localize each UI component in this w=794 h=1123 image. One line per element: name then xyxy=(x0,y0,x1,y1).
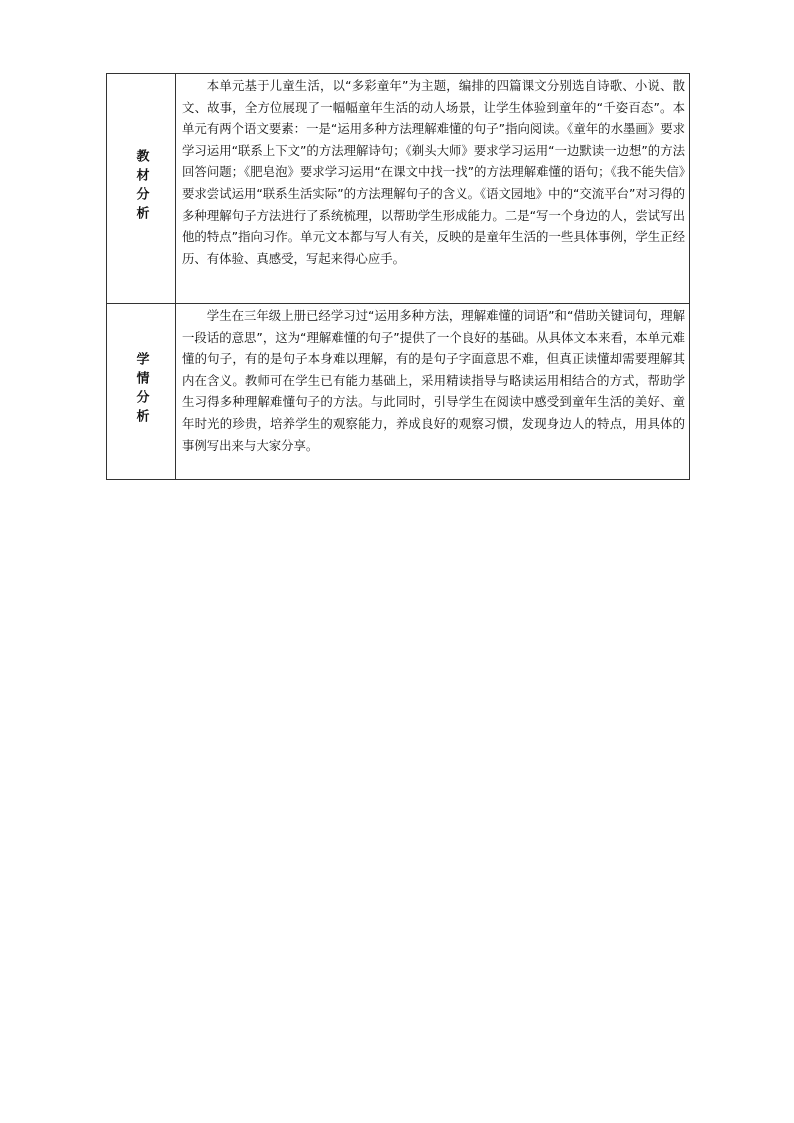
row-content-cell xyxy=(176,304,690,480)
row-label-cell xyxy=(107,74,176,304)
row-label-textbook-analysis: 教材分析 xyxy=(133,148,149,225)
row-label-cell xyxy=(107,304,176,480)
row-content-cell xyxy=(176,74,690,304)
textbook-analysis-text: 本单元基于儿童生活，以“多彩童年”为主题，编排的四篇课文分别选自诗歌、小说、散文、故事，全方位展现了一幅幅童年生活的动人场景，让学生体验到童年的“千姿百态”。本单元有两个语文要素：一是“运用多种方法理解难懂的句子”指向阅读。《童年的水墨画》要求学习运用“联系上下文”的方法理解诗句；《剃头大师》要求学习运用“一边默读一边想”的方法回答问题；《肥皂泡》要求学习运用“在课文中找一找”的方法理解难懂的语句；《我不能失信》要求尝试运用“联系生活实际”的方法理解句子的含义。《语文园地》中的“交流平台”对习得的多种理解句子方法进行了系统梳理，以帮助学生形成能力。二是“写一个身边的人，尝试写出他的特点”指向习作。单元文本都与写人有关，反映的是童年生活的一些具体事例，学生正经历、有体验、真感受，写起来得心应手。 xyxy=(182,78,685,266)
table-row-textbook-analysis xyxy=(107,74,690,304)
table-row-student-analysis xyxy=(107,304,690,480)
row-label-student-analysis: 学情分析 xyxy=(133,351,149,428)
analysis-table xyxy=(106,73,690,480)
student-analysis-text: 学生在三年级上册已经学习过“运用多种方法，理解难懂的词语”和“借助关键词句，理解一段话的意思”，这为“理解难懂的句子”提供了一个良好的基础。从具体文本来看，本单元难懂的句子，有的是句子本身难以理解，有的是句子字面意思不难，但真正读懂却需要理解其内在含义。教师可在学生已有能力基础上，采用精读指导与略读运用相结合的方式，帮助学生习得多种理解难懂句子的方法。与此同时，引导学生在阅读中感受到童年生活的美好、童年时光的珍贵，培养学生的观察能力，养成良好的观察习惯，发现身边人的特点，用具体的事例写出来与大家分享。 xyxy=(182,308,685,453)
